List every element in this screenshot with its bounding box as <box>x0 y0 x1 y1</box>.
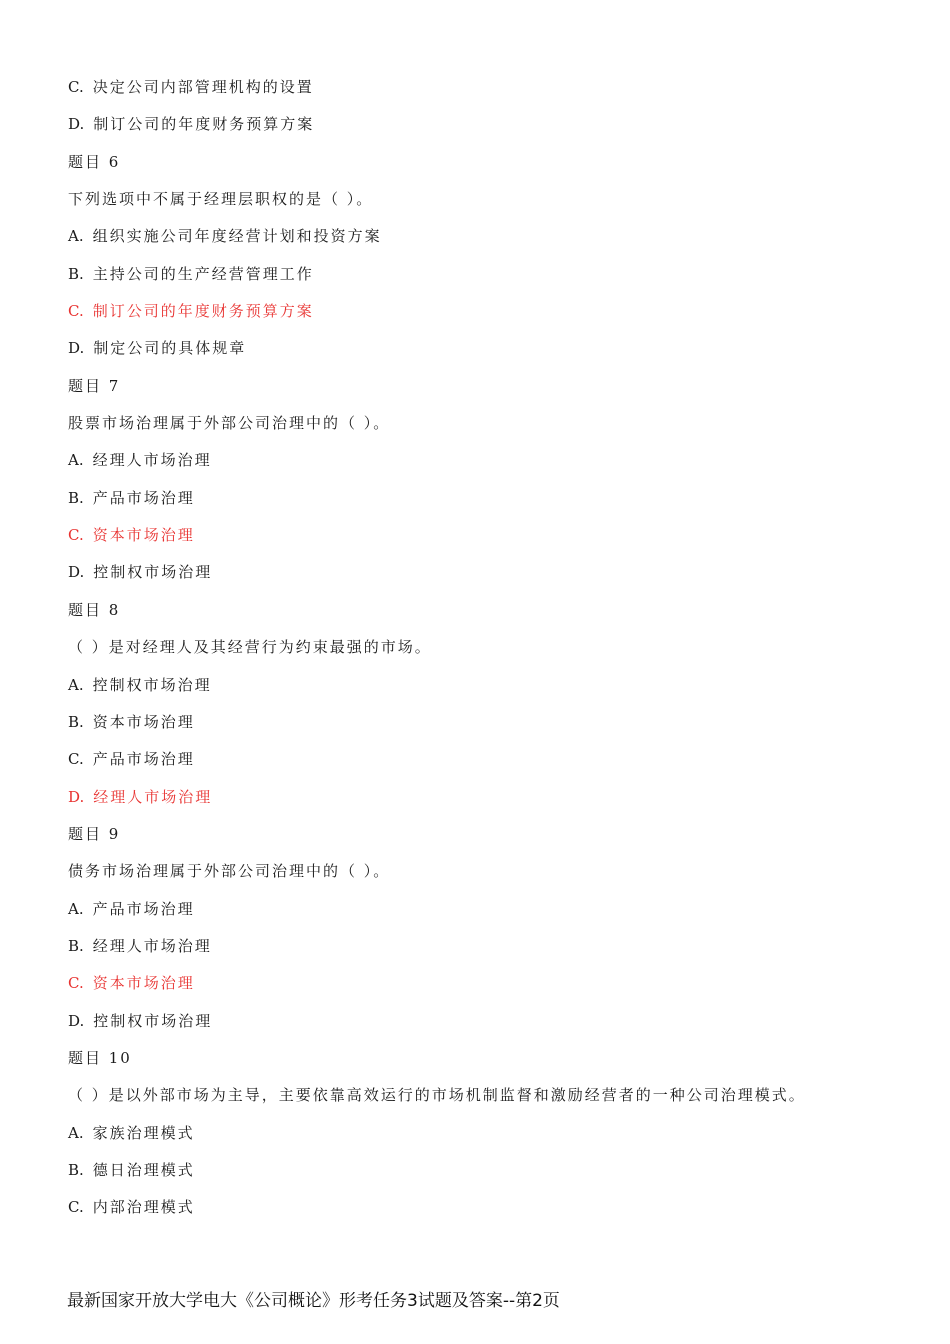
option-item <box>68 932 908 969</box>
option-item <box>68 895 908 932</box>
option-item <box>68 1119 908 1156</box>
option-label: A. <box>68 675 84 694</box>
question-number: 题目 9 <box>68 824 121 843</box>
option-label: C. <box>68 1198 84 1217</box>
option-item <box>68 708 908 745</box>
answer-option <box>68 783 908 820</box>
option-text: 控制权市场治理 <box>93 563 213 582</box>
option-label: C. <box>68 302 84 321</box>
option-item <box>68 558 908 595</box>
option-item <box>68 1193 908 1230</box>
option-label: B. <box>68 1160 84 1179</box>
question-text: （ ）是以外部市场为主导，主要依靠高效运行的市场机制监督和激励经营者的一种公司治理模式。 <box>68 1086 806 1105</box>
option-item <box>68 671 908 708</box>
answer-option <box>68 969 908 1006</box>
document-body <box>68 73 908 1231</box>
option-item <box>68 484 908 521</box>
option-text: 产品市场治理 <box>92 488 195 507</box>
option-text: 经理人市场治理 <box>93 787 213 806</box>
option-label: B. <box>68 488 84 507</box>
option-text: 德日治理模式 <box>92 1160 195 1179</box>
option-text: 控制权市场治理 <box>93 1011 213 1030</box>
question-number: 题目 6 <box>68 152 121 171</box>
question-text: 股票市场治理属于外部公司治理中的（ ）。 <box>68 414 391 433</box>
option-label: D. <box>68 339 85 358</box>
option-label: D. <box>68 563 85 582</box>
option-label: D. <box>68 115 85 134</box>
option-text: 控制权市场治理 <box>92 675 212 694</box>
option-text: 资本市场治理 <box>92 712 195 731</box>
option-label: A. <box>68 899 84 918</box>
option-label: C. <box>68 750 84 769</box>
option-item <box>68 1156 908 1193</box>
question-text: 债务市场治理属于外部公司治理中的（ ）。 <box>68 862 391 881</box>
option-item <box>68 1007 908 1044</box>
page-footer: 最新国家开放大学电大《公司概论》形考任务3试题及答案--第2页 <box>67 1291 560 1311</box>
option-item <box>68 334 908 371</box>
option-text: 主持公司的生产经营管理工作 <box>92 264 314 283</box>
option-text: 产品市场治理 <box>92 899 195 918</box>
option-text: 家族治理模式 <box>92 1123 195 1142</box>
option-text: 资本市场治理 <box>92 974 195 993</box>
option-item <box>68 110 908 147</box>
option-item <box>68 222 908 259</box>
option-label: C. <box>68 974 84 993</box>
option-text: 制订公司的年度财务预算方案 <box>93 115 315 134</box>
option-text: 资本市场治理 <box>92 526 195 545</box>
option-item <box>68 260 908 297</box>
option-text: 组织实施公司年度经营计划和投资方案 <box>92 227 382 246</box>
option-label: C. <box>68 78 84 96</box>
option-label: D. <box>68 787 85 806</box>
option-label: A. <box>68 227 84 246</box>
option-item <box>68 73 908 110</box>
option-label: A. <box>68 451 84 470</box>
option-label: B. <box>68 712 84 731</box>
option-text: 经理人市场治理 <box>92 936 212 955</box>
option-text: 制订公司的年度财务预算方案 <box>92 302 314 321</box>
option-item <box>68 745 908 782</box>
option-text: 经理人市场治理 <box>92 451 212 470</box>
option-label: B. <box>68 264 84 283</box>
option-label: D. <box>68 1011 85 1030</box>
question-text: （ ）是对经理人及其经营行为约束最强的市场。 <box>68 638 432 657</box>
answer-option <box>68 521 908 558</box>
question-text: 下列选项中不属于经理层职权的是（ ）。 <box>68 190 374 209</box>
option-item <box>68 446 908 483</box>
option-text: 产品市场治理 <box>92 750 195 769</box>
question-number: 题目 8 <box>68 600 121 619</box>
option-text: 制定公司的具体规章 <box>93 339 247 358</box>
option-label: B. <box>68 936 84 955</box>
answer-option <box>68 297 908 334</box>
option-text: 内部治理模式 <box>92 1198 195 1217</box>
option-text: 决定公司内部管理机构的设置 <box>92 78 314 96</box>
question-number: 题目 10 <box>68 1048 132 1067</box>
question-number: 题目 7 <box>68 376 121 395</box>
option-label: C. <box>68 526 84 545</box>
option-label: A. <box>68 1123 84 1142</box>
